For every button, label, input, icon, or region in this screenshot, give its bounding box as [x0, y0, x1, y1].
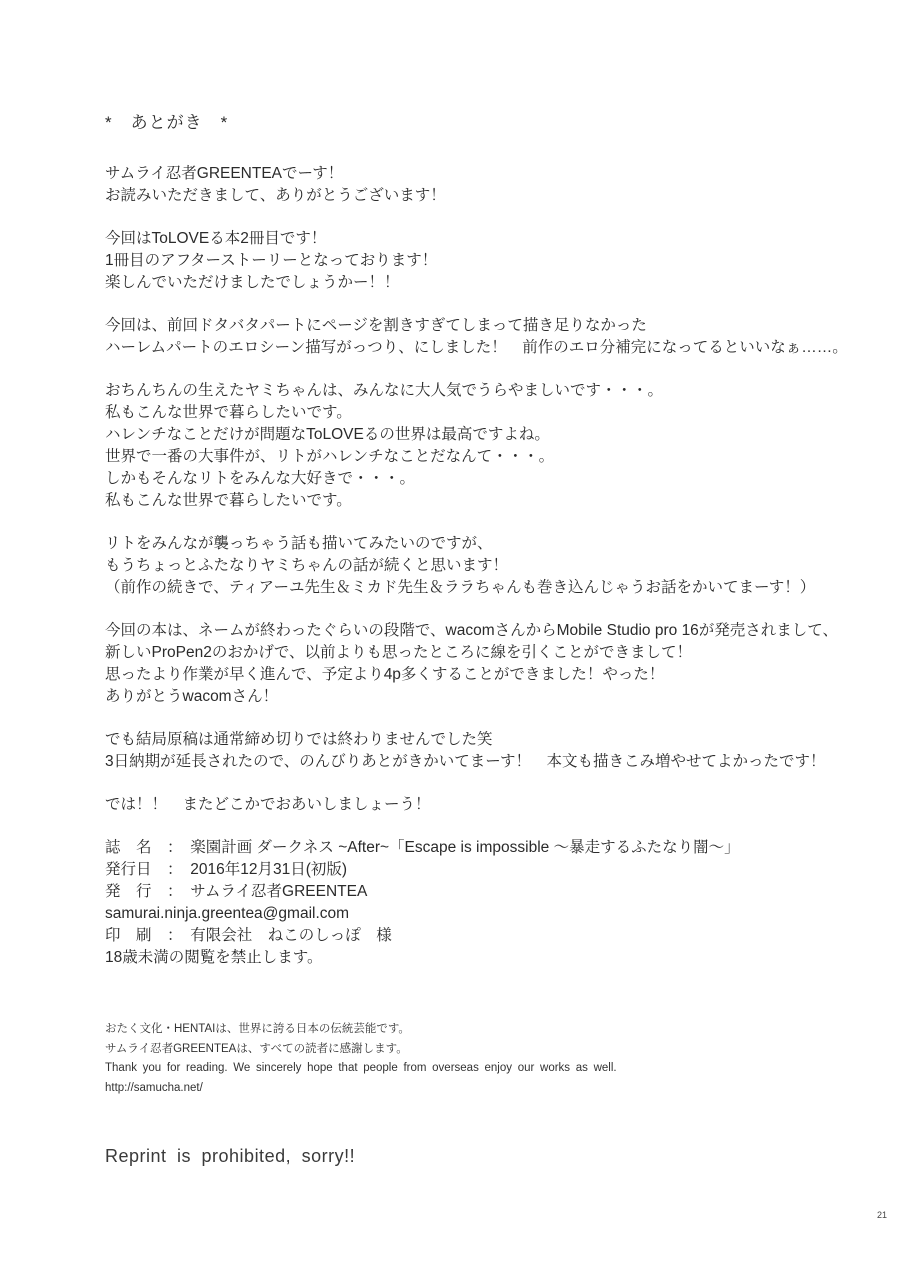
afterword-paragraph [105, 620, 890, 708]
afterword-line: 今回の本は、ネームが終わったぐらいの段階で、wacomさんからMobile Studio pro 16が発売されまして、 [105, 622, 838, 639]
afterword-body [105, 163, 890, 816]
afterword-paragraph [105, 228, 890, 294]
afterword-line: 1冊目のアフターストーリーとなっております！ [105, 252, 438, 269]
afterword-line: では！！ またどこかでおあいしましょーう！ [105, 796, 431, 813]
afterword-line: 私もこんな世界で暮らしたいです。 [105, 404, 352, 421]
afterword-line: ハレンチなことだけが問題なToLOVEるの世界は最高ですよね。 [105, 426, 550, 443]
afterword-line: リトをみんなが襲っちゃう話も描いてみたいのですが、 [105, 535, 493, 552]
afterword-line: もうちょっとふたなりヤミちゃんの話が続くと思います！ [105, 557, 509, 574]
afterword-line: 今回は、前回ドタバタパートにページを割きすぎてしまって描き足りなかった [105, 317, 647, 334]
afterword-line: おちんちんの生えたヤミちゃんは、みんなに大人気でうらやましいです・・・。 [105, 382, 664, 399]
afterword-line: 新しいProPen2のおかげで、以前よりも思ったところに線を引くことができまして！ [105, 644, 693, 661]
afterword-line: サムライ忍者GREENTEAでーす！ [105, 165, 344, 182]
afterword-line: しかもそんなリトをみんな大好きで・・・。 [105, 470, 416, 487]
afterword-line: 私もこんな世界で暮らしたいです。 [105, 492, 352, 509]
afterword-heading: * あとがき * [105, 113, 229, 132]
colophon-line: 発 行 ： サムライ忍者GREENTEA [105, 883, 368, 900]
reprint-notice: Reprint is prohibited, sorry!! [105, 1146, 356, 1166]
afterword-line: （前作の続きで、ティアーユ先生＆ミカド先生＆ララちゃんも巻き込んじゃうお話をかいてまーす！） [105, 579, 816, 596]
afterword-line: 楽しんでいただけましたでしょうかー！！ [105, 274, 400, 291]
afterword-line: ありがとうwacomさん！ [105, 688, 279, 705]
afterword-paragraph [105, 533, 890, 599]
colophon-line: 誌 名 ： 楽園計画 ダークネス ~After~「Escape is impossible ～暴走するふたなり闇～」 [105, 839, 740, 856]
afterword-line: 3日納期が延長されたので、のんびりあとがきかいてまーす！ 本文も描きこみ増やせてよかったです！ [105, 753, 826, 770]
afterword-line: お読みいただきまして、ありがとうございます！ [105, 187, 446, 204]
colophon [105, 837, 890, 969]
reader-notices [105, 1020, 890, 1098]
afterword-line: 思ったより作業が早く進んで、予定より4p多くすることができました！やった！ [105, 666, 665, 683]
colophon-line: 発行日 ： 2016年12月31日(初版) [105, 861, 348, 878]
notice-line: おたく文化・HENTAIは、世界に誇る日本の伝統芸能です。 [105, 1023, 410, 1035]
afterword-line: 世界で一番の大事件が、リトがハレンチなことだなんて・・・。 [105, 448, 555, 465]
notice-line: http://samucha.net/ [105, 1081, 203, 1094]
afterword-line: でも結局原稿は通常締め切りでは終わりませんでした笑 [105, 731, 493, 748]
notice-line: サムライ忍者GREENTEAは、すべての読者に感謝します。 [105, 1042, 408, 1055]
afterword-paragraph [105, 163, 890, 207]
afterword-paragraph [105, 729, 890, 773]
afterword-line: ハーレムパートのエロシーン描写がっつり、にしました！ 前作のエロ分補完になってるといいなぁ……。 [105, 339, 848, 356]
afterword-paragraph [105, 315, 890, 359]
notice-line: Thank you for reading. We sincerely hope that people from overseas enjoy our works as well. [105, 1062, 617, 1074]
colophon-line: samurai.ninja.greentea@gmail.com [105, 905, 350, 922]
colophon-line: 18歳未満の閲覧を禁止します。 [105, 949, 323, 966]
page-number: 21 [877, 1210, 888, 1220]
colophon-line: 印 刷 ： 有限会社 ねこのしっぽ 様 [105, 927, 392, 944]
afterword-paragraph [105, 380, 890, 512]
afterword-line: 今回はToLOVEる本2冊目です！ [105, 230, 327, 247]
afterword-paragraph [105, 794, 890, 816]
